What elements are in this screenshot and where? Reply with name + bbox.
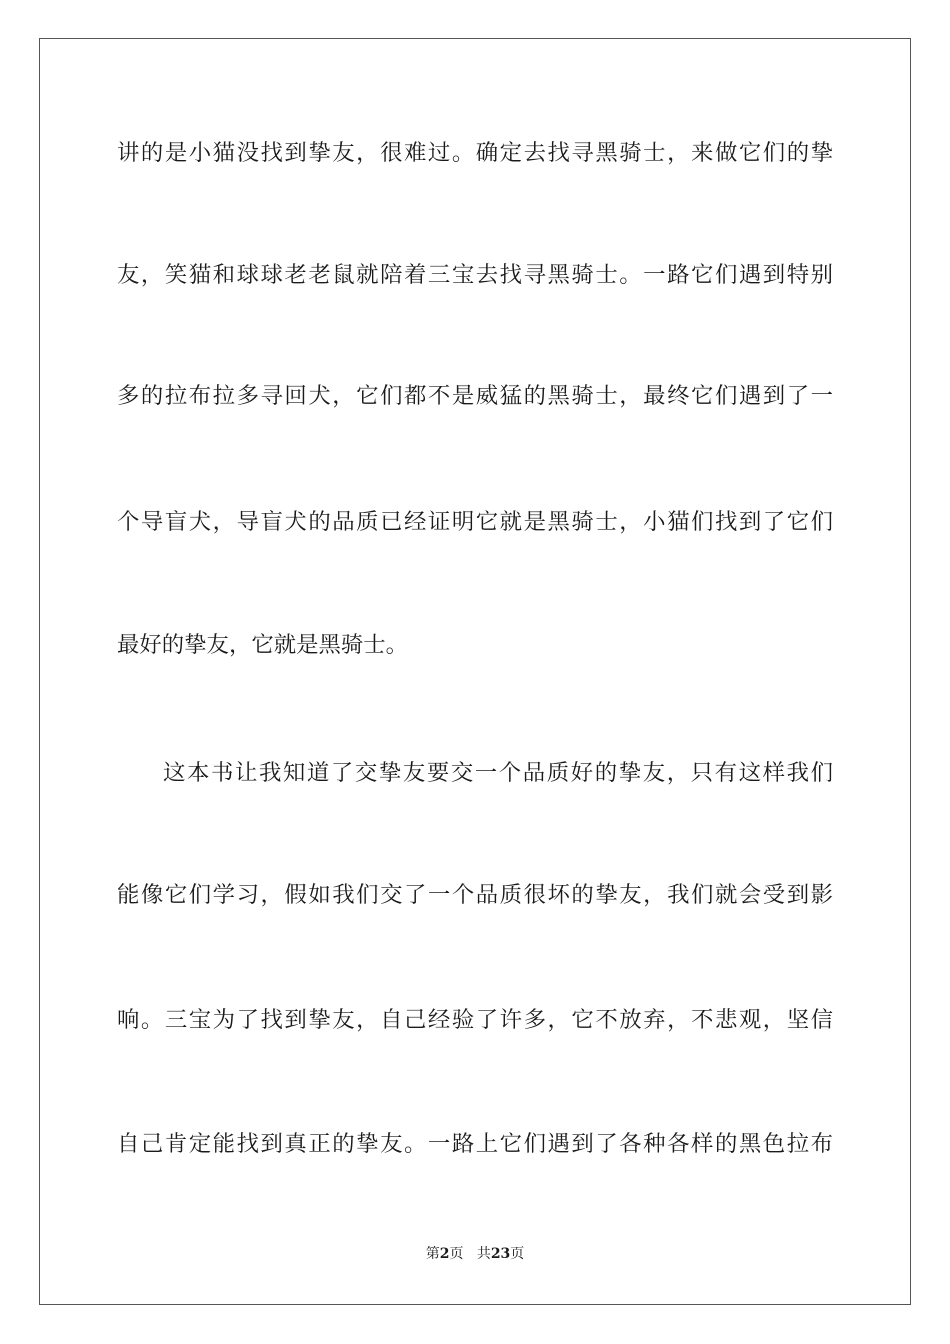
page-border bbox=[39, 38, 911, 1305]
text-line: 这本书让我知道了交挚友要交一个品质好的挚友，只有这样我们 bbox=[163, 760, 833, 786]
text-line: 最好的挚友，它就是黑骑士。 bbox=[117, 632, 409, 658]
text-line: 响。三宝为了找到挚友，自己经验了许多，它不放弃，不悲观，坚信 bbox=[117, 1007, 833, 1033]
text-line: 讲的是小猫没找到挚友，很难过。确定去找寻黑骑士，来做它们的挚 bbox=[117, 140, 833, 166]
footer-total-suffix: 页 bbox=[510, 1246, 525, 1262]
current-page-number: 2 bbox=[439, 1246, 450, 1262]
text-line: 多的拉布拉多寻回犬，它们都不是威猛的黑骑士，最终它们遇到了一 bbox=[117, 383, 833, 409]
total-pages-number: 23 bbox=[490, 1246, 511, 1262]
text-line: 个导盲犬，导盲犬的品质已经证明它就是黑骑士，小猫们找到了它们 bbox=[117, 509, 833, 535]
text-line: 能像它们学习，假如我们交了一个品质很坏的挚友，我们就会受到影 bbox=[117, 882, 833, 908]
text-line: 友，笑猫和球球老老鼠就陪着三宝去找寻黑骑士。一路它们遇到特别 bbox=[117, 262, 833, 288]
footer-page-word: 页 bbox=[449, 1246, 464, 1262]
text-line: 自己肯定能找到真正的挚友。一路上它们遇到了各种各样的黑色拉布 bbox=[117, 1131, 833, 1157]
footer-prefix: 第 bbox=[425, 1246, 440, 1262]
page-footer bbox=[0, 1245, 950, 1263]
footer-total-prefix: 共 bbox=[476, 1246, 491, 1262]
